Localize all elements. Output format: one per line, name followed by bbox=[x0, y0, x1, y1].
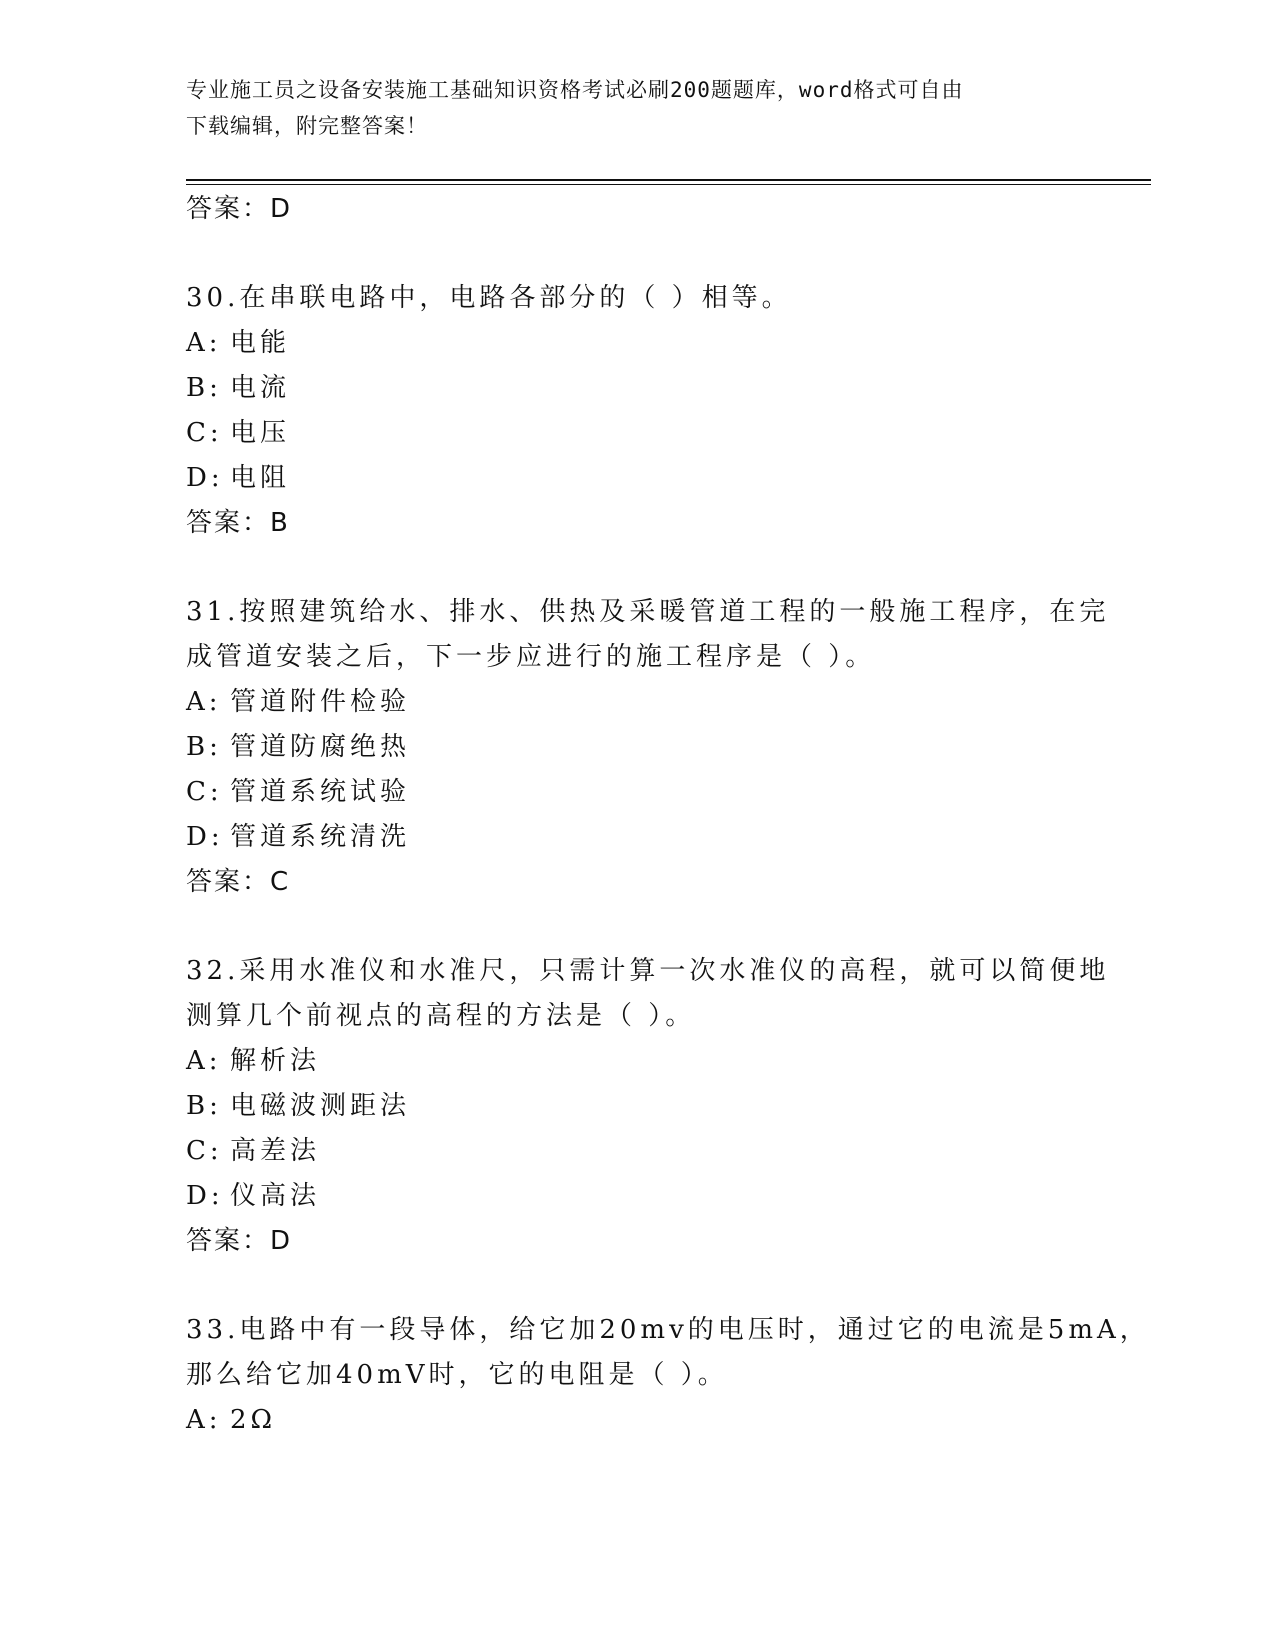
option-text: 管道附件检验 bbox=[230, 687, 411, 717]
question-stem-continued: 成管道安装之后，下一步应进行的施工程序是（ ）。 bbox=[186, 642, 876, 672]
answer-line: 答案：C bbox=[186, 867, 291, 897]
option-item bbox=[186, 1129, 1086, 1174]
option-letter: D: bbox=[186, 822, 224, 852]
option-item bbox=[186, 1174, 1086, 1219]
option-item bbox=[186, 366, 1086, 411]
option-letter: B: bbox=[186, 1091, 222, 1121]
option-item bbox=[186, 411, 1086, 456]
option-letter: C: bbox=[186, 418, 223, 448]
spacer bbox=[186, 905, 1086, 949]
spacer bbox=[186, 1264, 1086, 1308]
header-line-1: 专业施工员之设备安装施工基础知识资格考试必刷200题题库，word格式可自由 bbox=[186, 78, 964, 102]
question-block bbox=[186, 590, 1110, 905]
option-item bbox=[186, 680, 1086, 725]
option-text: 管道防腐绝热 bbox=[230, 732, 411, 762]
option-item bbox=[186, 1039, 1086, 1084]
question-block bbox=[186, 949, 1110, 1264]
header-line-2: 下载编辑，附完整答案！ bbox=[186, 114, 428, 138]
option-letter: A: bbox=[186, 1405, 222, 1435]
option-letter: B: bbox=[186, 732, 222, 762]
option-letter: D: bbox=[186, 463, 224, 493]
header-rule-thin bbox=[186, 184, 1151, 185]
option-letter: A: bbox=[186, 328, 222, 358]
question-stem-continued: 测算几个前视点的高程的方法是（ ）。 bbox=[186, 1001, 696, 1031]
option-text: 管道系统试验 bbox=[230, 777, 411, 807]
option-text: 仪高法 bbox=[230, 1181, 321, 1211]
option-text: 2Ω bbox=[230, 1405, 277, 1435]
option-letter: C: bbox=[186, 777, 223, 807]
question-stem: 32.采用水准仪和水准尺，只需计算一次水准仪的高程，就可以简便地 bbox=[186, 956, 1110, 986]
question-block bbox=[186, 1308, 1150, 1443]
option-text: 管道系统清洗 bbox=[230, 822, 411, 852]
header-rule-thick bbox=[186, 179, 1151, 181]
question-block bbox=[186, 276, 1086, 546]
answer-line: 答案：D bbox=[186, 1226, 293, 1256]
option-text: 电流 bbox=[230, 373, 291, 403]
option-item bbox=[186, 1084, 1086, 1129]
option-item bbox=[186, 815, 1086, 860]
option-text: 解析法 bbox=[230, 1046, 321, 1076]
question-stem: 33.电路中有一段导体，给它加20mv的电压时，通过它的电流是5mA， bbox=[186, 1315, 1150, 1345]
option-text: 高差法 bbox=[230, 1136, 321, 1166]
document-header bbox=[186, 72, 1066, 144]
option-item bbox=[186, 456, 1086, 501]
option-item bbox=[186, 725, 1086, 770]
option-item bbox=[186, 1398, 1086, 1443]
question-stem: 31.按照建筑给水、排水、供热及采暖管道工程的一般施工程序，在完 bbox=[186, 597, 1110, 627]
question-stem: 30.在串联电路中，电路各部分的（ ）相等。 bbox=[186, 283, 792, 313]
option-text: 电磁波测距法 bbox=[230, 1091, 411, 1121]
option-letter: A: bbox=[186, 687, 222, 717]
spacer bbox=[186, 232, 1086, 276]
answer-line: 答案：B bbox=[186, 508, 290, 538]
option-text: 电压 bbox=[230, 418, 291, 448]
option-letter: A: bbox=[186, 1046, 222, 1076]
option-letter: B: bbox=[186, 373, 222, 403]
answer-line: 答案：D bbox=[186, 194, 293, 224]
option-item bbox=[186, 770, 1086, 815]
option-text: 电阻 bbox=[230, 463, 291, 493]
spacer bbox=[186, 546, 1086, 590]
option-text: 电能 bbox=[230, 328, 291, 358]
option-item bbox=[186, 321, 1086, 366]
document-body bbox=[186, 187, 1150, 1443]
option-letter: D: bbox=[186, 1181, 224, 1211]
question-stem-continued: 那么给它加40mV时，它的电阻是（ ）。 bbox=[186, 1360, 728, 1390]
option-letter: C: bbox=[186, 1136, 223, 1166]
